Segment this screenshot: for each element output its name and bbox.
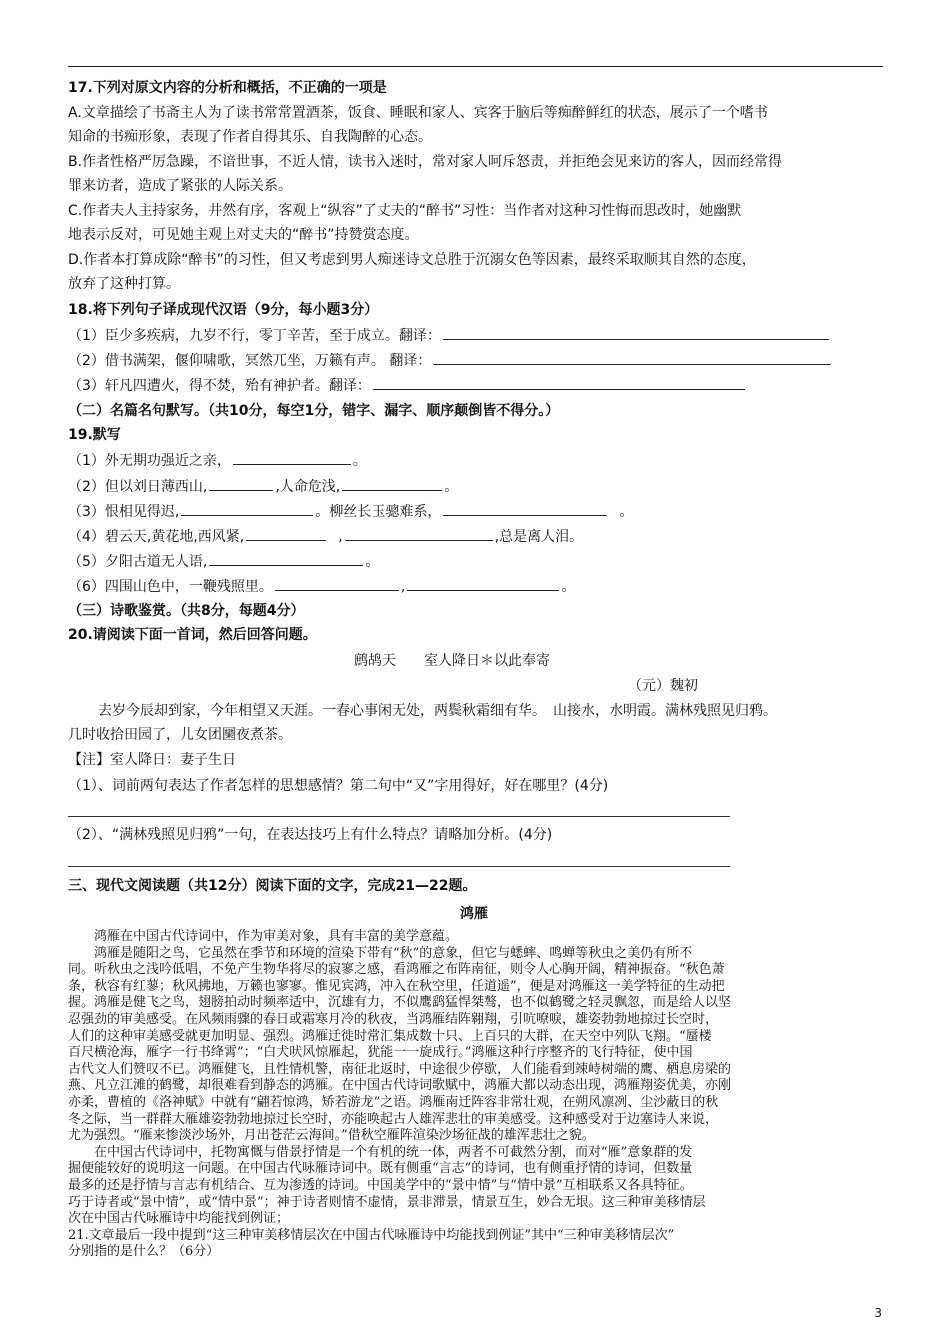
q17-option-a-line1: A.文章描绘了书斋主人为了读书常常置酒茶，饭食、睡眠和家人、宾客于脑后等痴醉鲜红的状态，展示了一个嗜书 — [68, 105, 768, 121]
article-line: 21.文章最后一段中提到“这三种审美移情层次在中国古代咏雁诗中均能找到例证”其中“三种审美移情层次” — [68, 1227, 675, 1243]
q17-title: 17.下列对原文内容的分析和概括，不正确的一项是 — [68, 80, 387, 96]
fill-blank[interactable] — [233, 450, 351, 465]
article-line: 鸿雁在中国古代诗词中，作为审美对象，具有丰富的美学意蕴。 — [68, 929, 459, 944]
fill-blank[interactable] — [209, 551, 363, 566]
q18-sentence-2: （2）借书满架，偃仰啸歌，冥然兀坐，万籁有声。 翻译： — [68, 350, 833, 372]
q19-item-6: （6）四围山色中，一鞭残照里。 , 。 — [68, 576, 575, 598]
poem-title: 鹧鸪天 室人降日＊以此奉寄 — [354, 653, 550, 669]
fill-blank[interactable] — [342, 476, 442, 491]
q19-item-2: （2）但以刘日薄西山, ,人命危浅, 。 — [68, 476, 458, 498]
fill-blank[interactable] — [181, 501, 313, 516]
poem-body-line2: 几时收拾田园了，儿女团圞夜煮茶。 — [68, 727, 292, 743]
q18-sentence-3: （3）轩凡四遭火，得不焚，殆有神护者。翻译： — [68, 375, 747, 397]
article-line: 鸿雁是随阳之鸟，它虽然在季节和环境的渲染下带有“秋”的意象，但它与蟋蟀、鸣蝉等秋虫之美仍有所不 — [68, 945, 693, 961]
fill-blank[interactable] — [209, 476, 273, 491]
fill-blank[interactable] — [246, 526, 326, 541]
article-line: 燕、凡立江滩的鹤鹭，却很难看到静态的鸿雁。在中国古代诗词歌赋中，鸿雁大都以动态出现，鸿雁翔姿优美，亦刚 — [68, 1078, 732, 1094]
fill-blank[interactable] — [345, 526, 493, 541]
q19-item-1: （1）外无期功强近之亲， 。 — [68, 450, 367, 472]
article-line: 条，秋容有红蓼；秋风拂地，万籁也寥寥。惟见宾鸿，冲入在秋空里，任道遥”，便是对鸿雁这一美学特征的生动把 — [68, 978, 725, 994]
article-line: 巧于诗者或“景中情”，或“情中景”；神于诗者则情不虚情，景非滞景，情景互生，妙合无垠。这三种审美移情层 — [68, 1194, 706, 1210]
article-line: 在中国古代诗词中，托物寓慨与借景抒情是一个有机的统一体，两者不可截然分割，而对“雁”意象群的发 — [68, 1144, 693, 1160]
article-line: 人们的这种审美感受就更加明显、强烈。鸿雁迁徙时常汇集成数十只、上百只的大群，在天空中列队飞翔。“蜃楼 — [68, 1028, 712, 1044]
fill-blank[interactable] — [275, 576, 399, 591]
poem-note: 【注】室人降日：妻子生日 — [68, 752, 236, 768]
article-title: 鸿雁 — [460, 906, 488, 922]
q17-option-a-line2: 知命的书痴形象，表现了作者自得其乐、自我陶醉的心态。 — [68, 129, 432, 145]
q18-sentence-1: （1）臣少多疾病，九岁不行，零丁辛苦，至于成立。翻译： — [68, 325, 831, 347]
page-number: 3 — [874, 1306, 882, 1320]
q20-sub-question-1: （1）、词前两句表达了作者怎样的思想感情？第二句中“又”字用得好，好在哪里？(4分) — [68, 778, 609, 794]
answer-blank[interactable] — [373, 375, 745, 390]
q17-option-d-line1: D.作者本打算成除“醉书”的习性，但又考虑到男人痴迷诗文总胜于沉溺女色等因素，最终采取顺其自然的态度， — [68, 252, 756, 268]
q17-option-b-line2: 罪来访者，造成了紧张的人际关系。 — [68, 178, 292, 194]
article-line: 次在中国古代咏雁诗中均能找到例证； — [68, 1211, 290, 1227]
article-line: 掘便能较好的说明这一问题。在中国古代咏雁诗词中。既有侧重“言志”的诗词，也有侧重抒情的诗词，但数量 — [68, 1161, 693, 1177]
q19-item-3: （3）恨相见得迟, 。柳丝长玉骢难系， 。 — [68, 501, 633, 523]
answer-line[interactable] — [68, 816, 730, 817]
article-line: 尤为强烈。“雁来惨淡沙场外，月出苍茫云海间。”借秋空雁阵渲染沙场征战的雄浑悲壮之貌。 — [68, 1128, 595, 1144]
q17-option-d-line2: 放弃了这种打算。 — [68, 276, 180, 292]
q20-title: 20.请阅读下面一首词，然后回答问题。 — [68, 627, 317, 643]
q17-option-c-line2: 地表示反对，可见她主观上对丈夫的“醉书”持赞赏态度。 — [68, 227, 419, 243]
answer-blank[interactable] — [433, 350, 831, 365]
section-3-heading: （三）诗歌鉴赏。（共8分，每题4分） — [68, 603, 305, 619]
q18-title: 18.将下列句子译成现代汉语（9分，每小题3分） — [68, 302, 379, 318]
q20-sub-question-2: （2）、“满林残照见归鸦”一句，在表达技巧上有什么特点？请略加分析。(4分) — [68, 827, 553, 843]
fill-blank[interactable] — [443, 501, 607, 516]
answer-blank[interactable] — [443, 325, 829, 340]
poem-author: （元）魏初 — [628, 678, 698, 694]
part-3-heading: 三、现代文阅读题（共12分）阅读下面的文字，完成21—22题。 — [68, 878, 477, 894]
article-line: 最多的还是抒情与言志有机结合、互为渗透的诗词。中国美学中的“景中情”与“情中景”互相联系又各具特征。 — [68, 1178, 693, 1193]
article-line: 握。鸿雁是健飞之鸟，翅膀拍动时频率适中，沉雄有力，不似鹰鹞猛悍桀骜，也不似鹤鹭之轻灵飘忽，而是给人以坚 — [68, 995, 732, 1011]
article-line: 冬之际，当一群群大雁雄姿勃勃地掠过长空时，亦能唤起古人雄浑悲壮的审美感受。这种感受对于边塞诗人来说， — [68, 1111, 719, 1127]
article-line: 同。听秋虫之浅吟低唱，不免产生物华将尽的寂寥之感，看鸿雁之布阵南征，则令人心胸开阔，精神振奋。“秋色萧 — [68, 962, 725, 978]
article-line: 亦柔，曹植的《洛神赋》中就有“翩若惊鸿，矫若游龙”之语。鸿雁南迁阵容非常壮观，在朔风凛冽、尘沙蔽日的秋 — [68, 1095, 719, 1110]
header-rule — [68, 66, 883, 67]
poem-body-line1: 去岁今辰却到家，今年相望又天涯。一春心事闲无处，两鬓秋霜细有华。 山接水，水明霞。满林残照见归鸦。 — [98, 703, 777, 719]
q19-item-5: （5）夕阳古道无人语, 。 — [68, 551, 379, 573]
q17-option-b-line1: B.作者性格严厉急躁，不谙世事，不近人情，读书入迷时，常对家人呵斥怒责，并拒绝会见来访的客人，因而经常得 — [68, 154, 783, 170]
q17-option-c-line1: C.作者夫人主持家务，井然有序，客观上“纵容”了丈夫的“醉书”习性：当作者对这种习性悔而思改时，她幽默 — [68, 203, 742, 219]
fill-blank[interactable] — [407, 576, 559, 591]
section-2-heading: （二）名篇名句默写。（共10分，每空1分，错字、漏字、顺序颠倒皆不得分。） — [68, 403, 560, 419]
article-line: 古代文人们赞叹不已。鸿雁健飞，且性情机警，南征北返时，中途很少停歇，人们能看到竦峙树端的鹰、栖息房梁的 — [68, 1061, 732, 1077]
answer-line[interactable] — [68, 866, 730, 867]
q19-item-4: （4）碧云天,黄花地,西风紧, , ,总是离人泪。 — [68, 526, 583, 548]
q19-title: 19.默写 — [68, 427, 121, 443]
article-line: 忍强劲的审美感受。在风频雨骤的春日或霜寒月冷的秋夜，当鸿雁结阵翱翔，引吭嘹唳，雄姿勃勃地掠过长空时， — [68, 1012, 719, 1027]
article-line: 百尺横沧海，雁字一行书绛霄”；“白犬吠风惊雁起，犹能一一旋成行。”鸿雁这种行序整齐的飞行特征，使中国 — [68, 1045, 693, 1061]
article-line: 分别指的是什么？（6分） — [68, 1244, 220, 1260]
